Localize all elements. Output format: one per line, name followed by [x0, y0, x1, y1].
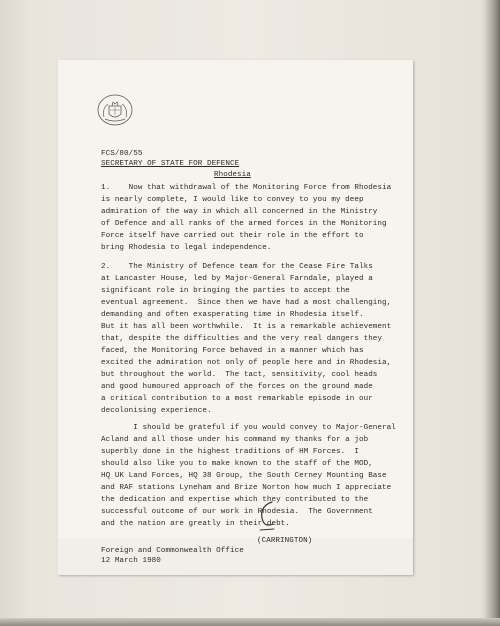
- paragraph-2-line: but throughout the world. The tact, sensitivity, cool heads: [101, 371, 378, 379]
- paragraph-1-line: bring Rhodesia to legal independence.: [101, 244, 272, 252]
- paragraph-3-line: successful outcome of our work in Rhodesia. The Government: [101, 508, 373, 516]
- subject-heading: Rhodesia: [214, 171, 251, 179]
- letter-date: 12 March 1980: [101, 557, 161, 565]
- paragraph-3-line: should also like you to make known to the staff of the MOD,: [101, 460, 373, 468]
- paragraph-3-line: Acland and all those under his command my thanks for a job: [101, 436, 369, 444]
- paragraph-2-line: at Lancaster House, led by Major-General Farndale, played a: [101, 275, 373, 283]
- album-page-bottom-edge: [0, 618, 500, 626]
- reference-number: FCS/80/55: [101, 150, 143, 158]
- addressee: SECRETARY OF STATE FOR DEFENCE: [101, 160, 240, 168]
- signatory-name: (CARRINGTON): [257, 537, 313, 545]
- paragraph-3-line: the dedication and expertise which they contributed to the: [101, 496, 369, 504]
- signature: [256, 498, 278, 532]
- paragraph-1-line: Force itself have carried out their role in the effort to: [101, 232, 364, 240]
- paragraph-2-line: But it has all been worthwhile. It is a remarkable achievement: [101, 323, 392, 331]
- paragraph-2-line: decolonising experience.: [101, 407, 212, 415]
- paragraph-1-line: 1. Now that withdrawal of the Monitoring Force from Rhodesia: [101, 184, 392, 192]
- paragraph-1-line: is nearly complete, I would like to convey to you my deep: [101, 196, 364, 204]
- paragraph-3-line: superbly done in the highest traditions of HM Forces. I: [101, 448, 359, 456]
- letter-sheet: [58, 60, 413, 575]
- paragraph-2-line: significant role in bringing the parties to accept the: [101, 287, 350, 295]
- paragraph-3-line: and the nation are greatly in their debt.: [101, 520, 290, 528]
- royal-crest-icon: [95, 90, 135, 130]
- paragraph-2-line: demanding and often exasperating time in Rhodesia itself.: [101, 311, 364, 319]
- paragraph-2-line: eventual agreement. Since then we have had a most challenging,: [101, 299, 392, 307]
- paragraph-1-line: of Defence and all ranks of the armed forces in the Monitoring: [101, 220, 387, 228]
- paragraph-2-line: and good humoured approach of the forces on the ground made: [101, 383, 373, 391]
- paragraph-2-line: excited the admiration not only of people here and in Rhodesia,: [101, 359, 392, 367]
- paragraph-2-line: faced, the Monitoring Force behaved in a manner which has: [101, 347, 364, 355]
- paragraph-2-line: 2. The Ministry of Defence team for the Cease Fire Talks: [101, 263, 373, 271]
- paragraph-2-line: a critical contribution to a most remarkable episode in our: [101, 395, 373, 403]
- paragraph-3-line: I should be grateful if you would convey to Major-General: [101, 424, 396, 432]
- paragraph-1-line: admiration of the way in which all concerned in the Ministry: [101, 208, 378, 216]
- paragraph-2-line: that, despite the difficulties and the very real dangers they: [101, 335, 383, 343]
- paragraph-3-line: HQ UK Land Forces, HQ 38 Group, the South Cerney Mounting Base: [101, 472, 387, 480]
- paragraph-3-line: and RAF stations Lyneham and Brize Norton how much I appreciate: [101, 484, 392, 492]
- album-page-edge: [486, 0, 500, 626]
- sender-office: Foreign and Commonwealth Office: [101, 547, 244, 555]
